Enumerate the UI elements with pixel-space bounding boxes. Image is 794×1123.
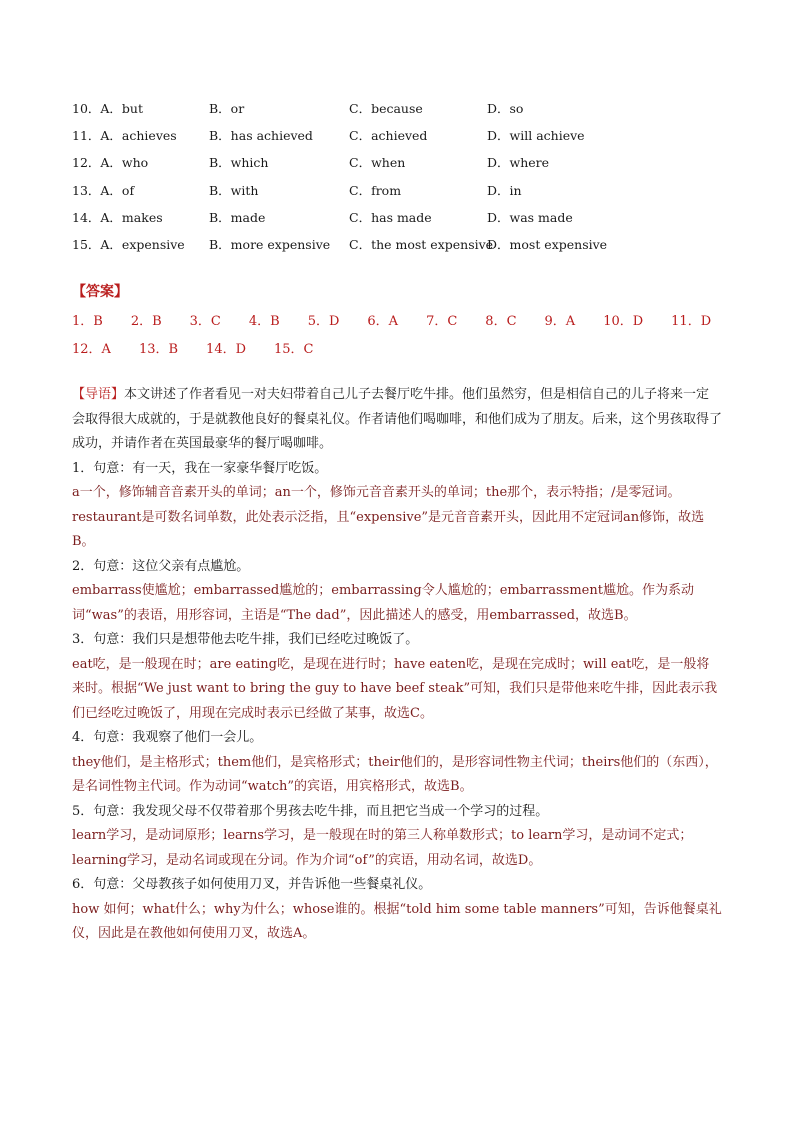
answer-item: 8．C <box>485 314 517 329</box>
question-number: 15． <box>72 237 101 253</box>
explanation-sentence: 3．句意：我们只是想带他去吃牛排，我们已经吃过晚饭了。 <box>72 632 419 647</box>
option-d: D．will achieve <box>487 127 585 143</box>
explanation-reason: how 如何；what什么；why为什么；whose谁的。根据“told him some table manners”可知，告诉他餐桌礼仪，因此是在教他如何使用刀叉，故选A。 <box>72 901 722 941</box>
option-c: C．when <box>349 155 406 171</box>
explanation-sentence: 1．句意：有一天，我在一家豪华餐厅吃饭。 <box>72 460 328 476</box>
option-d: D．was made <box>487 209 573 225</box>
option-row <box>72 149 732 176</box>
answer-item: 13．B <box>138 342 179 357</box>
explanation-sentence: 6．句意：父母教孩子如何使用刀叉，并告诉他一些餐桌礼仪。 <box>72 877 432 892</box>
question-number: 14． <box>72 209 101 225</box>
option-d: D．so <box>487 100 524 116</box>
guide-text: 本文讲述了作者看见一对夫妇带着自己儿子去餐厅吃牛排。他们虽然穷，但是相信自己的儿子将来一定会取得很大成就的，于是就教他良好的餐桌礼仪。作者请他们喝咖啡，和他们成为了朋友。后来，这个男孩取得了成功，并请作者在英国最豪华的餐厅喝咖啡。 <box>72 387 723 451</box>
option-a: A．of <box>100 182 135 198</box>
option-b: B．more expensive <box>209 237 331 253</box>
option-a: A．achieves <box>100 127 177 143</box>
option-b: B．which <box>209 155 269 171</box>
option-d: D．most expensive <box>487 237 608 253</box>
answer-item: 15．C <box>274 342 314 357</box>
option-c: C．because <box>349 100 423 116</box>
explanation-reason: a一个，修饰辅音音素开头的单词；an一个，修饰元音音素开头的单词；the那个，表示特指；/是零冠词。restaurant是可数名词单数，此处表示泛指，且“expensive”是元音音素开头，因此用不定冠词an修饰，故选B。 <box>72 485 705 549</box>
answer-heading: 【答案】 <box>72 284 128 300</box>
explanation-reason: eat吃，是一般现在时；are eating吃，是现在进行时；have eaten吃，是现在完成时；will eat吃，是一般将来时。根据“We just want to bring the guy to have beef steak”可知，我们只是带他来吃牛排，因此表示我们已经吃过晚饭了，用现在完成时表示已经做了某事，故选C。 <box>72 656 718 721</box>
answer-item: 10．D <box>603 314 644 329</box>
option-a: A．who <box>100 155 149 171</box>
options-table <box>72 94 732 258</box>
answer-item: 11．D <box>671 314 712 329</box>
explanation-reason: they他们，是主格形式；them他们，是宾格形式；their他们的，是形容词性物主代词；theirs他们的（东西），是名词性物主代词。作为动词“watch”的宾语，用宾格形式，故选B。 <box>72 754 718 794</box>
option-c: C．has made <box>349 209 432 225</box>
answer-item: 6．A <box>367 314 399 329</box>
answer-item: 2．B <box>130 314 162 329</box>
option-c: C．the most expensive <box>349 237 494 253</box>
answer-item: 1．B <box>72 314 103 329</box>
question-number: 12． <box>72 155 101 171</box>
answer-item: 12．A <box>72 342 111 357</box>
question-number: 13． <box>72 182 101 198</box>
option-a: A．makes <box>100 209 163 225</box>
explanation-sentence: 5．句意：我发现父母不仅带着那个男孩去吃牛排，而且把它当成一个学习的过程。 <box>72 803 549 819</box>
answer-item: 3．C <box>189 314 221 329</box>
answer-item: 7．C <box>426 314 458 329</box>
question-number: 11． <box>72 127 101 143</box>
option-b: B．or <box>209 100 245 116</box>
answer-item: 14．D <box>206 342 247 357</box>
explanation-section <box>72 383 722 947</box>
option-b: B．with <box>209 182 259 198</box>
option-row <box>72 176 732 203</box>
option-row <box>72 203 732 230</box>
answer-item: 5．D <box>307 314 340 329</box>
option-row <box>72 121 732 148</box>
option-b: B．made <box>209 209 266 225</box>
option-row <box>72 230 732 257</box>
explanation-sentence: 2．句意：这位父亲有点尴尬。 <box>72 558 250 574</box>
explanation-reason: learn学习，是动词原形；learns学习，是一般现在时的第三人称单数形式；to learn学习，是动词不定式；learning学习，是动名词或现在分词。作为介词“of”的宾语，用动名词，故选D。 <box>72 828 693 868</box>
explanation-sentence: 4．句意：我观察了他们一会儿。 <box>72 730 263 745</box>
guide-label: 【导语】 <box>72 387 125 402</box>
explanation-reason: embarrass使尴尬；embarrassed尴尬的；embarrassing令人尴尬的；embarrassment尴尬。作为系动词“was”的表语，用形容词，主语是“The dad”，因此描述人的感受，用embarrassed，故选B。 <box>72 583 694 623</box>
option-c: C．from <box>349 182 402 198</box>
answer-item: 4．B <box>248 314 280 329</box>
answer-item: 9．A <box>544 314 576 329</box>
guide-paragraph <box>72 383 722 457</box>
option-a: A．but <box>100 100 144 116</box>
option-c: C．achieved <box>349 127 428 143</box>
answer-key-row-2 <box>72 338 342 357</box>
option-d: D．where <box>487 155 550 171</box>
option-b: B．has achieved <box>209 127 313 143</box>
answer-key-row-1 <box>72 310 739 329</box>
option-d: D．in <box>487 182 522 198</box>
option-row <box>72 94 732 121</box>
question-number: 10． <box>72 100 101 116</box>
option-a: A．expensive <box>100 237 185 253</box>
